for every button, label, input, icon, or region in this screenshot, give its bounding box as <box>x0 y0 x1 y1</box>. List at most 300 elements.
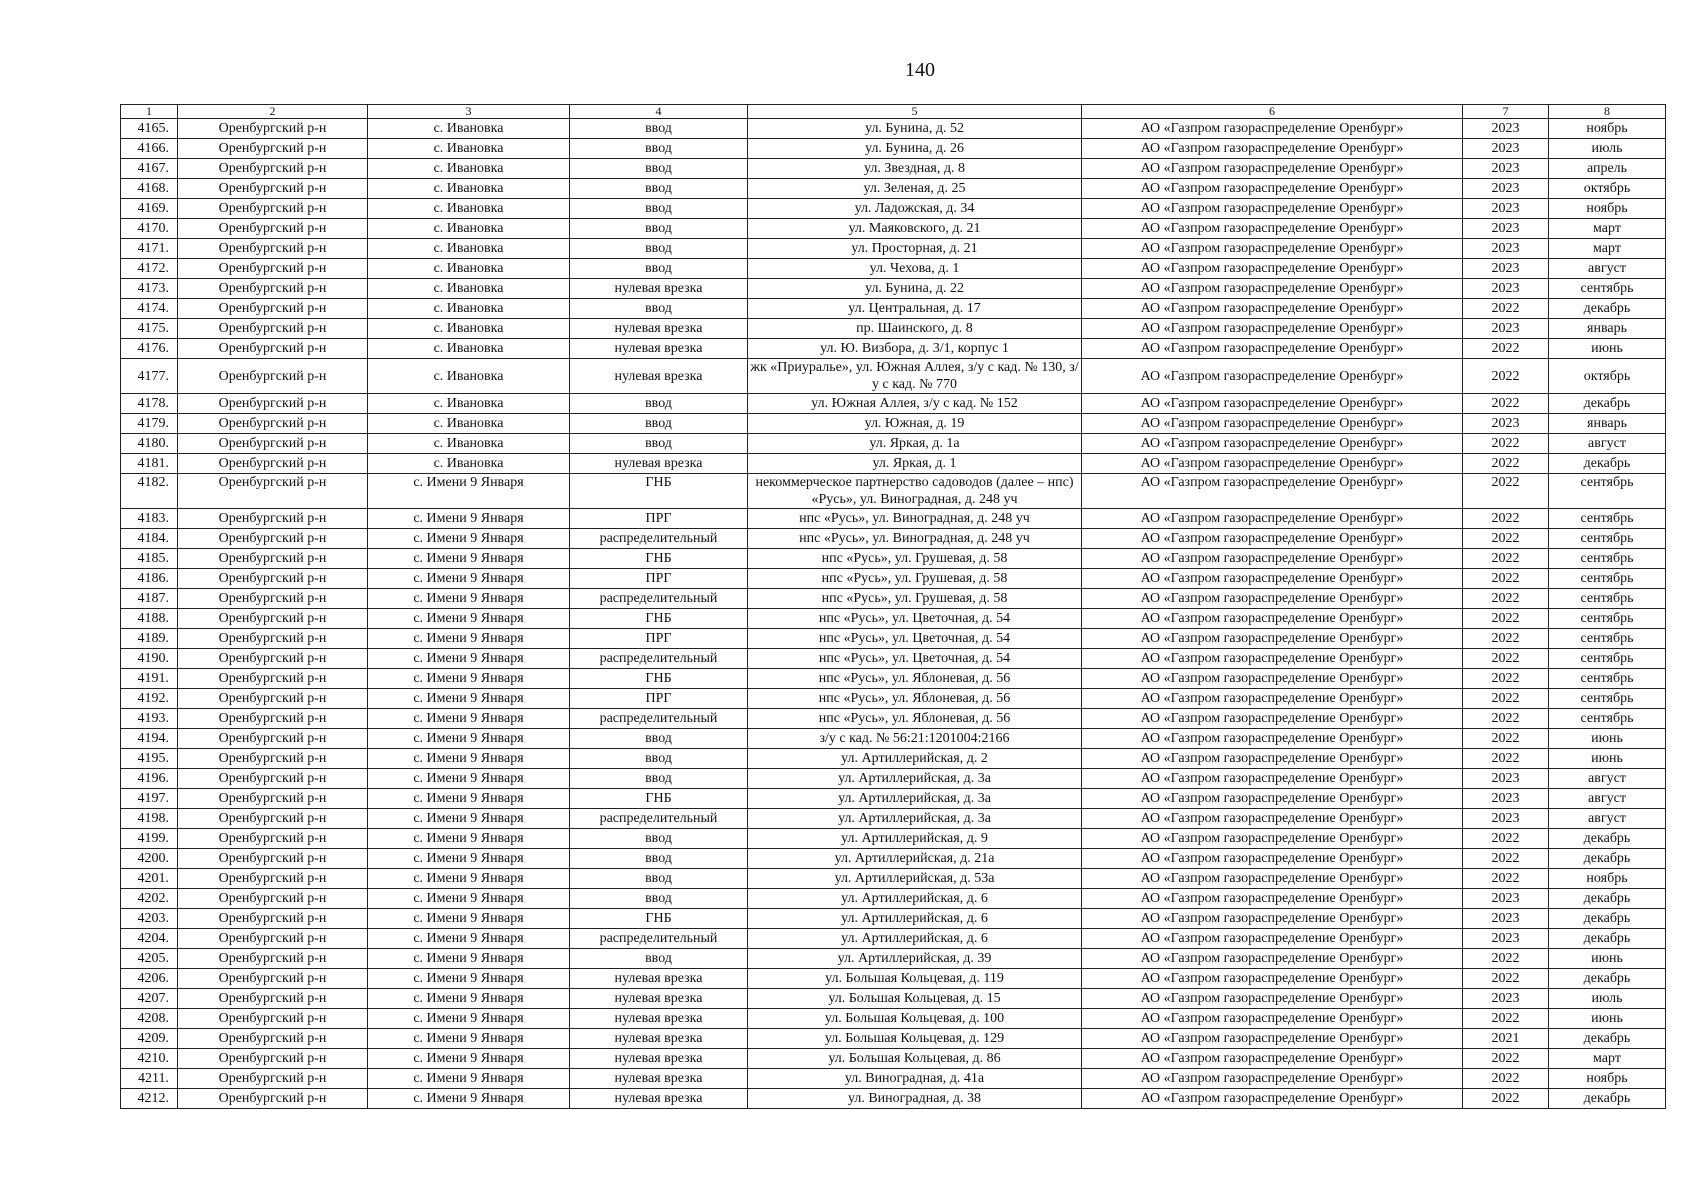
settlement-cell: с. Имени 9 Января <box>368 1089 570 1109</box>
organization-cell: АО «Газпром газораспределение Оренбург» <box>1082 609 1463 629</box>
table-row <box>121 769 1666 789</box>
row-number-cell: 4187. <box>121 589 178 609</box>
district-cell: Оренбургский р-н <box>178 179 368 199</box>
row-number-cell: 4184. <box>121 529 178 549</box>
month-cell: сентябрь <box>1549 529 1666 549</box>
organization-cell: АО «Газпром газораспределение Оренбург» <box>1082 569 1463 589</box>
month-cell: сентябрь <box>1549 279 1666 299</box>
organization-cell: АО «Газпром газораспределение Оренбург» <box>1082 179 1463 199</box>
settlement-cell: с. Ивановка <box>368 179 570 199</box>
month-cell: сентябрь <box>1549 474 1666 509</box>
row-number-cell: 4195. <box>121 749 178 769</box>
month-cell: июнь <box>1549 949 1666 969</box>
district-cell: Оренбургский р-н <box>178 649 368 669</box>
settlement-cell: с. Ивановка <box>368 279 570 299</box>
table-row <box>121 179 1666 199</box>
row-number-cell: 4186. <box>121 569 178 589</box>
year-cell: 2023 <box>1463 199 1549 219</box>
year-cell: 2022 <box>1463 589 1549 609</box>
district-cell: Оренбургский р-н <box>178 949 368 969</box>
organization-cell: АО «Газпром газораспределение Оренбург» <box>1082 359 1463 394</box>
address-cell: ул. Артиллерийская, д. 39 <box>748 949 1082 969</box>
table-row <box>121 1069 1666 1089</box>
row-number-cell: 4168. <box>121 179 178 199</box>
table-row <box>121 909 1666 929</box>
row-number-cell: 4167. <box>121 159 178 179</box>
year-cell: 2022 <box>1463 529 1549 549</box>
month-cell: октябрь <box>1549 179 1666 199</box>
address-cell: ул. Виноградная, д. 41а <box>748 1069 1082 1089</box>
work-type-cell: нулевая врезка <box>570 339 748 359</box>
organization-cell: АО «Газпром газораспределение Оренбург» <box>1082 239 1463 259</box>
row-number-cell: 4179. <box>121 414 178 434</box>
district-cell: Оренбургский р-н <box>178 509 368 529</box>
work-type-cell: ввод <box>570 869 748 889</box>
month-cell: сентябрь <box>1549 709 1666 729</box>
work-type-cell: ввод <box>570 394 748 414</box>
month-cell: ноябрь <box>1549 869 1666 889</box>
month-cell: июль <box>1549 139 1666 159</box>
settlement-cell: с. Имени 9 Января <box>368 789 570 809</box>
month-cell: декабрь <box>1549 1089 1666 1109</box>
settlement-cell: с. Имени 9 Января <box>368 809 570 829</box>
settlement-cell: с. Имени 9 Января <box>368 1069 570 1089</box>
settlement-cell: с. Ивановка <box>368 394 570 414</box>
work-type-cell: ГНБ <box>570 474 748 509</box>
month-cell: июль <box>1549 989 1666 1009</box>
settlement-cell: с. Имени 9 Января <box>368 889 570 909</box>
table-row <box>121 849 1666 869</box>
year-cell: 2023 <box>1463 789 1549 809</box>
year-cell: 2022 <box>1463 1069 1549 1089</box>
table-row <box>121 319 1666 339</box>
settlement-cell: с. Имени 9 Января <box>368 649 570 669</box>
year-cell: 2022 <box>1463 829 1549 849</box>
year-cell: 2022 <box>1463 339 1549 359</box>
settlement-cell: с. Имени 9 Января <box>368 749 570 769</box>
address-cell: ул. Бунина, д. 26 <box>748 139 1082 159</box>
row-number-cell: 4189. <box>121 629 178 649</box>
address-cell: ул. Ю. Визбора, д. 3/1, корпус 1 <box>748 339 1082 359</box>
work-type-cell: ввод <box>570 219 748 239</box>
column-header-7: 7 <box>1463 105 1549 119</box>
row-number-cell: 4209. <box>121 1029 178 1049</box>
district-cell: Оренбургский р-н <box>178 709 368 729</box>
address-cell: жк «Приуралье», ул. Южная Аллея, з/у с кад. № 130, з/у с кад. № 770 <box>748 359 1082 394</box>
address-cell: ул. Артиллерийская, д. 21а <box>748 849 1082 869</box>
organization-cell: АО «Газпром газораспределение Оренбург» <box>1082 729 1463 749</box>
settlement-cell: с. Имени 9 Января <box>368 474 570 509</box>
address-cell: ул. Бунина, д. 22 <box>748 279 1082 299</box>
work-type-cell: нулевая врезка <box>570 1069 748 1089</box>
year-cell: 2023 <box>1463 259 1549 279</box>
column-header-3: 3 <box>368 105 570 119</box>
organization-cell: АО «Газпром газораспределение Оренбург» <box>1082 749 1463 769</box>
organization-cell: АО «Газпром газораспределение Оренбург» <box>1082 889 1463 909</box>
address-cell: нпс «Русь», ул. Яблоневая, д. 56 <box>748 689 1082 709</box>
row-number-cell: 4169. <box>121 199 178 219</box>
organization-cell: АО «Газпром газораспределение Оренбург» <box>1082 909 1463 929</box>
address-cell: нпс «Русь», ул. Яблоневая, д. 56 <box>748 709 1082 729</box>
settlement-cell: с. Имени 9 Января <box>368 1029 570 1049</box>
registry-table <box>120 104 1666 1109</box>
settlement-cell: с. Ивановка <box>368 319 570 339</box>
work-type-cell: нулевая врезка <box>570 279 748 299</box>
district-cell: Оренбургский р-н <box>178 609 368 629</box>
work-type-cell: нулевая врезка <box>570 454 748 474</box>
district-cell: Оренбургский р-н <box>178 969 368 989</box>
district-cell: Оренбургский р-н <box>178 549 368 569</box>
work-type-cell: ввод <box>570 729 748 749</box>
address-cell: нпс «Русь», ул. Грушевая, д. 58 <box>748 569 1082 589</box>
table-row <box>121 589 1666 609</box>
address-cell: нпс «Русь», ул. Грушевая, д. 58 <box>748 589 1082 609</box>
year-cell: 2023 <box>1463 279 1549 299</box>
organization-cell: АО «Газпром газораспределение Оренбург» <box>1082 139 1463 159</box>
year-cell: 2022 <box>1463 849 1549 869</box>
row-number-cell: 4203. <box>121 909 178 929</box>
organization-cell: АО «Газпром газораспределение Оренбург» <box>1082 1029 1463 1049</box>
district-cell: Оренбургский р-н <box>178 909 368 929</box>
year-cell: 2022 <box>1463 1009 1549 1029</box>
year-cell: 2022 <box>1463 949 1549 969</box>
organization-cell: АО «Газпром газораспределение Оренбург» <box>1082 279 1463 299</box>
work-type-cell: ПРГ <box>570 629 748 649</box>
address-cell: ул. Артиллерийская, д. 3а <box>748 769 1082 789</box>
work-type-cell: ввод <box>570 949 748 969</box>
year-cell: 2022 <box>1463 359 1549 394</box>
district-cell: Оренбургский р-н <box>178 809 368 829</box>
table-row <box>121 139 1666 159</box>
month-cell: декабрь <box>1549 849 1666 869</box>
settlement-cell: с. Ивановка <box>368 259 570 279</box>
year-cell: 2023 <box>1463 929 1549 949</box>
table-row <box>121 1089 1666 1109</box>
table-row <box>121 709 1666 729</box>
table-row <box>121 989 1666 1009</box>
address-cell: нпс «Русь», ул. Виноградная, д. 248 уч <box>748 529 1082 549</box>
settlement-cell: с. Имени 9 Января <box>368 1049 570 1069</box>
district-cell: Оренбургский р-н <box>178 629 368 649</box>
year-cell: 2022 <box>1463 434 1549 454</box>
district-cell: Оренбургский р-н <box>178 1069 368 1089</box>
organization-cell: АО «Газпром газораспределение Оренбург» <box>1082 669 1463 689</box>
year-cell: 2023 <box>1463 119 1549 139</box>
table-row <box>121 549 1666 569</box>
table-row <box>121 789 1666 809</box>
settlement-cell: с. Имени 9 Января <box>368 1009 570 1029</box>
year-cell: 2023 <box>1463 769 1549 789</box>
work-type-cell: ввод <box>570 889 748 909</box>
address-cell: ул. Артиллерийская, д. 2 <box>748 749 1082 769</box>
district-cell: Оренбургский р-н <box>178 259 368 279</box>
month-cell: декабрь <box>1549 299 1666 319</box>
organization-cell: АО «Газпром газораспределение Оренбург» <box>1082 394 1463 414</box>
settlement-cell: с. Имени 9 Января <box>368 869 570 889</box>
organization-cell: АО «Газпром газораспределение Оренбург» <box>1082 1009 1463 1029</box>
month-cell: сентябрь <box>1549 609 1666 629</box>
row-number-cell: 4211. <box>121 1069 178 1089</box>
address-cell: ул. Большая Кольцевая, д. 129 <box>748 1029 1082 1049</box>
row-number-cell: 4194. <box>121 729 178 749</box>
month-cell: март <box>1549 219 1666 239</box>
organization-cell: АО «Газпром газораспределение Оренбург» <box>1082 929 1463 949</box>
table-row <box>121 669 1666 689</box>
organization-cell: АО «Газпром газораспределение Оренбург» <box>1082 159 1463 179</box>
work-type-cell: ввод <box>570 434 748 454</box>
work-type-cell: ввод <box>570 139 748 159</box>
table-row <box>121 869 1666 889</box>
month-cell: сентябрь <box>1549 629 1666 649</box>
district-cell: Оренбургский р-н <box>178 1089 368 1109</box>
settlement-cell: с. Имени 9 Января <box>368 529 570 549</box>
work-type-cell: ГНБ <box>570 609 748 629</box>
work-type-cell: ПРГ <box>570 689 748 709</box>
month-cell: декабрь <box>1549 829 1666 849</box>
address-cell: ул. Бунина, д. 52 <box>748 119 1082 139</box>
settlement-cell: с. Ивановка <box>368 339 570 359</box>
row-number-cell: 4205. <box>121 949 178 969</box>
table-row <box>121 649 1666 669</box>
year-cell: 2023 <box>1463 889 1549 909</box>
work-type-cell: распределительный <box>570 809 748 829</box>
organization-cell: АО «Газпром газораспределение Оренбург» <box>1082 414 1463 434</box>
organization-cell: АО «Газпром газораспределение Оренбург» <box>1082 319 1463 339</box>
work-type-cell: нулевая врезка <box>570 359 748 394</box>
month-cell: март <box>1549 1049 1666 1069</box>
organization-cell: АО «Газпром газораспределение Оренбург» <box>1082 1049 1463 1069</box>
month-cell: сентябрь <box>1549 649 1666 669</box>
row-number-cell: 4198. <box>121 809 178 829</box>
row-number-cell: 4200. <box>121 849 178 869</box>
page-number: 140 <box>905 59 935 81</box>
address-cell: ул. Маяковского, д. 21 <box>748 219 1082 239</box>
year-cell: 2022 <box>1463 649 1549 669</box>
settlement-cell: с. Имени 9 Января <box>368 729 570 749</box>
address-cell: ул. Артиллерийская, д. 6 <box>748 889 1082 909</box>
address-cell: нпс «Русь», ул. Цветочная, д. 54 <box>748 629 1082 649</box>
table-row <box>121 159 1666 179</box>
district-cell: Оренбургский р-н <box>178 1009 368 1029</box>
table-row <box>121 219 1666 239</box>
address-cell: ул. Артиллерийская, д. 9 <box>748 829 1082 849</box>
year-cell: 2022 <box>1463 709 1549 729</box>
month-cell: сентябрь <box>1549 689 1666 709</box>
month-cell: апрель <box>1549 159 1666 179</box>
settlement-cell: с. Имени 9 Января <box>368 669 570 689</box>
settlement-cell: с. Ивановка <box>368 359 570 394</box>
address-cell: нпс «Русь», ул. Цветочная, д. 54 <box>748 649 1082 669</box>
row-number-cell: 4176. <box>121 339 178 359</box>
row-number-cell: 4177. <box>121 359 178 394</box>
district-cell: Оренбургский р-н <box>178 569 368 589</box>
year-cell: 2022 <box>1463 969 1549 989</box>
month-cell: январь <box>1549 319 1666 339</box>
work-type-cell: ввод <box>570 199 748 219</box>
year-cell: 2021 <box>1463 1029 1549 1049</box>
organization-cell: АО «Газпром газораспределение Оренбург» <box>1082 769 1463 789</box>
organization-cell: АО «Газпром газораспределение Оренбург» <box>1082 689 1463 709</box>
district-cell: Оренбургский р-н <box>178 849 368 869</box>
table-row <box>121 1029 1666 1049</box>
month-cell: август <box>1549 769 1666 789</box>
month-cell: август <box>1549 259 1666 279</box>
year-cell: 2022 <box>1463 569 1549 589</box>
month-cell: июнь <box>1549 339 1666 359</box>
district-cell: Оренбургский р-н <box>178 219 368 239</box>
month-cell: декабрь <box>1549 909 1666 929</box>
address-cell: ул. Артиллерийская, д. 53а <box>748 869 1082 889</box>
work-type-cell: ввод <box>570 179 748 199</box>
table-row <box>121 969 1666 989</box>
row-number-cell: 4193. <box>121 709 178 729</box>
table-row <box>121 1009 1666 1029</box>
year-cell: 2022 <box>1463 749 1549 769</box>
month-cell: март <box>1549 239 1666 259</box>
table-row <box>121 729 1666 749</box>
address-cell: ул. Яркая, д. 1а <box>748 434 1082 454</box>
work-type-cell: ввод <box>570 299 748 319</box>
table-row <box>121 434 1666 454</box>
organization-cell: АО «Газпром газораспределение Оренбург» <box>1082 949 1463 969</box>
month-cell: сентябрь <box>1549 509 1666 529</box>
year-cell: 2023 <box>1463 909 1549 929</box>
column-header-6: 6 <box>1082 105 1463 119</box>
table-row <box>121 509 1666 529</box>
table-row <box>121 299 1666 319</box>
work-type-cell: ввод <box>570 414 748 434</box>
row-number-cell: 4202. <box>121 889 178 909</box>
work-type-cell: нулевая врезка <box>570 1089 748 1109</box>
address-cell: ул. Артиллерийская, д. 6 <box>748 909 1082 929</box>
month-cell: декабрь <box>1549 969 1666 989</box>
organization-cell: АО «Газпром газораспределение Оренбург» <box>1082 829 1463 849</box>
address-cell: ул. Просторная, д. 21 <box>748 239 1082 259</box>
address-cell: ул. Южная, д. 19 <box>748 414 1082 434</box>
settlement-cell: с. Имени 9 Января <box>368 509 570 529</box>
row-number-cell: 4212. <box>121 1089 178 1109</box>
address-cell: ул. Большая Кольцевая, д. 15 <box>748 989 1082 1009</box>
month-cell: сентябрь <box>1549 669 1666 689</box>
settlement-cell: с. Имени 9 Января <box>368 629 570 649</box>
year-cell: 2023 <box>1463 809 1549 829</box>
year-cell: 2022 <box>1463 1049 1549 1069</box>
settlement-cell: с. Имени 9 Января <box>368 829 570 849</box>
month-cell: август <box>1549 809 1666 829</box>
table-row <box>121 929 1666 949</box>
address-cell: ул. Артиллерийская, д. 6 <box>748 929 1082 949</box>
settlement-cell: с. Ивановка <box>368 299 570 319</box>
settlement-cell: с. Имени 9 Января <box>368 709 570 729</box>
settlement-cell: с. Имени 9 Января <box>368 609 570 629</box>
address-cell: нпс «Русь», ул. Грушевая, д. 58 <box>748 549 1082 569</box>
address-cell: нпс «Русь», ул. Яблоневая, д. 56 <box>748 669 1082 689</box>
organization-cell: АО «Газпром газораспределение Оренбург» <box>1082 809 1463 829</box>
address-cell: ул. Южная Аллея, з/у с кад. № 152 <box>748 394 1082 414</box>
work-type-cell: нулевая врезка <box>570 1049 748 1069</box>
row-number-cell: 4206. <box>121 969 178 989</box>
organization-cell: АО «Газпром газораспределение Оренбург» <box>1082 549 1463 569</box>
organization-cell: АО «Газпром газораспределение Оренбург» <box>1082 869 1463 889</box>
table-row <box>121 394 1666 414</box>
organization-cell: АО «Газпром газораспределение Оренбург» <box>1082 789 1463 809</box>
table-row <box>121 454 1666 474</box>
month-cell: декабрь <box>1549 889 1666 909</box>
district-cell: Оренбургский р-н <box>178 689 368 709</box>
year-cell: 2022 <box>1463 609 1549 629</box>
address-cell: ул. Большая Кольцевая, д. 86 <box>748 1049 1082 1069</box>
address-cell: ул. Большая Кольцевая, д. 100 <box>748 1009 1082 1029</box>
table-header <box>121 105 1666 119</box>
district-cell: Оренбургский р-н <box>178 434 368 454</box>
row-number-cell: 4178. <box>121 394 178 414</box>
year-cell: 2023 <box>1463 414 1549 434</box>
organization-cell: АО «Газпром газораспределение Оренбург» <box>1082 1089 1463 1109</box>
column-header-1: 1 <box>121 105 178 119</box>
settlement-cell: с. Ивановка <box>368 239 570 259</box>
organization-cell: АО «Газпром газораспределение Оренбург» <box>1082 989 1463 1009</box>
work-type-cell: ПРГ <box>570 509 748 529</box>
month-cell: июнь <box>1549 1009 1666 1029</box>
month-cell: август <box>1549 434 1666 454</box>
row-number-cell: 4191. <box>121 669 178 689</box>
work-type-cell: ввод <box>570 159 748 179</box>
table-row <box>121 1049 1666 1069</box>
district-cell: Оренбургский р-н <box>178 414 368 434</box>
row-number-cell: 4182. <box>121 474 178 509</box>
settlement-cell: с. Имени 9 Января <box>368 569 570 589</box>
work-type-cell: ввод <box>570 769 748 789</box>
work-type-cell: ГНБ <box>570 789 748 809</box>
address-cell: ул. Чехова, д. 1 <box>748 259 1082 279</box>
settlement-cell: с. Ивановка <box>368 414 570 434</box>
year-cell: 2022 <box>1463 299 1549 319</box>
work-type-cell: нулевая врезка <box>570 969 748 989</box>
month-cell: август <box>1549 789 1666 809</box>
address-cell: ул. Артиллерийская, д. 3а <box>748 789 1082 809</box>
settlement-cell: с. Имени 9 Января <box>368 929 570 949</box>
organization-cell: АО «Газпром газораспределение Оренбург» <box>1082 529 1463 549</box>
district-cell: Оренбургский р-н <box>178 1049 368 1069</box>
district-cell: Оренбургский р-н <box>178 339 368 359</box>
district-cell: Оренбургский р-н <box>178 729 368 749</box>
table-row <box>121 414 1666 434</box>
district-cell: Оренбургский р-н <box>178 529 368 549</box>
work-type-cell: ввод <box>570 259 748 279</box>
table-body <box>121 119 1666 1109</box>
row-number-cell: 4197. <box>121 789 178 809</box>
district-cell: Оренбургский р-н <box>178 474 368 509</box>
address-cell: ул. Зеленая, д. 25 <box>748 179 1082 199</box>
row-number-cell: 4204. <box>121 929 178 949</box>
settlement-cell: с. Имени 9 Января <box>368 549 570 569</box>
organization-cell: АО «Газпром газораспределение Оренбург» <box>1082 509 1463 529</box>
district-cell: Оренбургский р-н <box>178 359 368 394</box>
year-cell: 2023 <box>1463 989 1549 1009</box>
work-type-cell: распределительный <box>570 529 748 549</box>
year-cell: 2022 <box>1463 394 1549 414</box>
row-number-cell: 4183. <box>121 509 178 529</box>
year-cell: 2022 <box>1463 729 1549 749</box>
address-cell: ул. Ладожская, д. 34 <box>748 199 1082 219</box>
table-row <box>121 889 1666 909</box>
row-number-cell: 4190. <box>121 649 178 669</box>
month-cell: октябрь <box>1549 359 1666 394</box>
year-cell: 2022 <box>1463 629 1549 649</box>
row-number-cell: 4199. <box>121 829 178 849</box>
settlement-cell: с. Ивановка <box>368 199 570 219</box>
settlement-cell: с. Имени 9 Января <box>368 849 570 869</box>
